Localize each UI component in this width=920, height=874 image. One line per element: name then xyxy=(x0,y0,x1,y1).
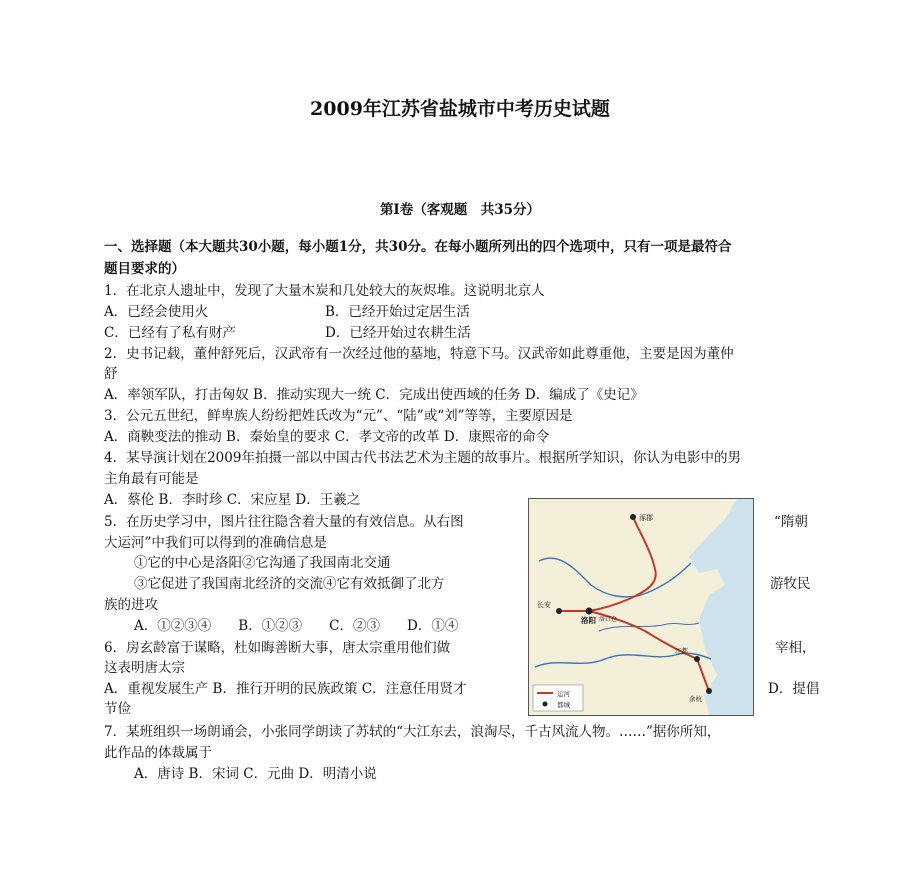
q4-options: A．蔡伦 B．李时珍 C．宋应星 D．王羲之 xyxy=(104,492,361,508)
q5-stem-line1: 5．在历史学习中，图片往往隐含着大量的有效信息。从右图 xyxy=(104,514,464,530)
q7-stem-line2: 此作品的体裁属于 xyxy=(104,745,212,761)
q6-stem-line1-end: 宰相， xyxy=(775,640,816,656)
map-city-changan xyxy=(556,608,562,614)
grand-canal-map xyxy=(528,498,754,716)
map-legend-canal: 运河 xyxy=(557,690,570,698)
map-label-luoyang: 洛阳 xyxy=(581,616,596,625)
q5-stem-line1-end: “隋朝 xyxy=(774,514,808,530)
section-heading-line1: 一、选择题（本大题共30小题，每小题1分，共30分。在每小题所列出的四个选项中，只有一项是最符合 xyxy=(104,239,732,255)
map-label-jiangdu: 江都 xyxy=(675,647,688,655)
q7-options: A．唐诗 B．宋词 C．元曲 D．明清小说 xyxy=(134,766,377,782)
map-label-yuhang: 余杭 xyxy=(689,695,702,703)
page-title: 2009年江苏省盐城市中考历史试题 xyxy=(310,98,610,120)
grand-canal-map-svg xyxy=(529,499,753,715)
q4-stem-line2: 主角最有可能是 xyxy=(104,471,199,487)
q7-stem-line1: 7．某班组织一场朗诵会，小张同学朗读了苏轼的“大江东去，浪淘尽，千古风流人物。……”据你所知， xyxy=(104,724,721,740)
section-heading-line2: 题目要求的） xyxy=(104,261,185,277)
q5-item-1: ①它的中心是洛阳②它沟通了我国南北交通 xyxy=(134,555,391,571)
q5-options: A．①②③④ B．①②③ C．②③ D．①④ xyxy=(134,618,459,634)
q1-option-c: C．已经有了私有财产 xyxy=(104,325,236,341)
map-legend xyxy=(533,685,583,711)
q5-item-2-end: 游牧民 xyxy=(770,576,811,592)
q5-stem-line2: 大运河”中我们可以得到的准确信息是 xyxy=(104,535,327,551)
q1-option-b: B．已经开始过定居生活 xyxy=(325,304,470,320)
q6-options-line2: 节俭 xyxy=(104,701,131,717)
volume-heading: 第Ⅰ卷（客观题 共35分） xyxy=(379,202,541,218)
q4-stem-line1: 4．某导演计划在2009年拍摄一部以中国古代书法艺术为主题的故事片。根据所学知识，你认为电影中的男 xyxy=(104,450,741,466)
q5-item-3: 族的进攻 xyxy=(104,597,158,613)
q2-stem-line1: 2．史书记载，董仲舒死后，汉武帝有一次经过他的墓地，特意下马。汉武帝如此尊重他，主要是因为董仲 xyxy=(104,346,734,362)
q5-item-2: ③它促进了我国南北经济的交流④它有效抵御了北方 xyxy=(134,576,445,592)
q3-stem: 3．公元五世纪，鲜卑族人纷纷把姓氏改为“元”、“陆”或“刘”等等，主要原因是 xyxy=(104,408,573,424)
map-city-zhuo xyxy=(630,514,636,520)
q6-option-d: D．提倡 xyxy=(768,681,820,697)
map-label-changan: 长安 xyxy=(537,601,551,609)
map-label-luokou: 洛口仓 xyxy=(599,616,618,623)
q1-stem: 1．在北京人遗址中，发现了大量木炭和几处较大的灰烬堆。这说明北京人 xyxy=(104,283,545,299)
map-city-yuhang xyxy=(706,688,712,694)
map-legend-capital: 都城 xyxy=(557,701,570,709)
q1-option-d: D．已经开始过农耕生活 xyxy=(325,325,471,341)
q6-options: A．重视发展生产 B．推行开明的民族政策 C．注意任用贤才 xyxy=(104,681,467,697)
q6-stem-line1: 6．房玄龄富于谋略，杜如晦善断大事，唐太宗重用他们做 xyxy=(104,640,451,656)
map-city-luoyang xyxy=(586,608,593,615)
q2-stem-line2: 舒 xyxy=(104,366,118,382)
q6-stem-line2: 这表明唐太宗 xyxy=(104,660,185,676)
map-city-jiangdu xyxy=(694,656,700,662)
q2-options: A．率领军队，打击匈奴 B．推动实现大一统 C．完成出使西域的任务 D．编成了《史记》 xyxy=(104,387,644,403)
q3-options: A．商鞅变法的推动 B．秦始皇的要求 C．孝文帝的改革 D．康熙帝的命令 xyxy=(104,429,550,445)
map-label-zhuo: 涿郡 xyxy=(639,514,653,522)
q1-option-a: A．已经会使用火 xyxy=(104,304,209,320)
